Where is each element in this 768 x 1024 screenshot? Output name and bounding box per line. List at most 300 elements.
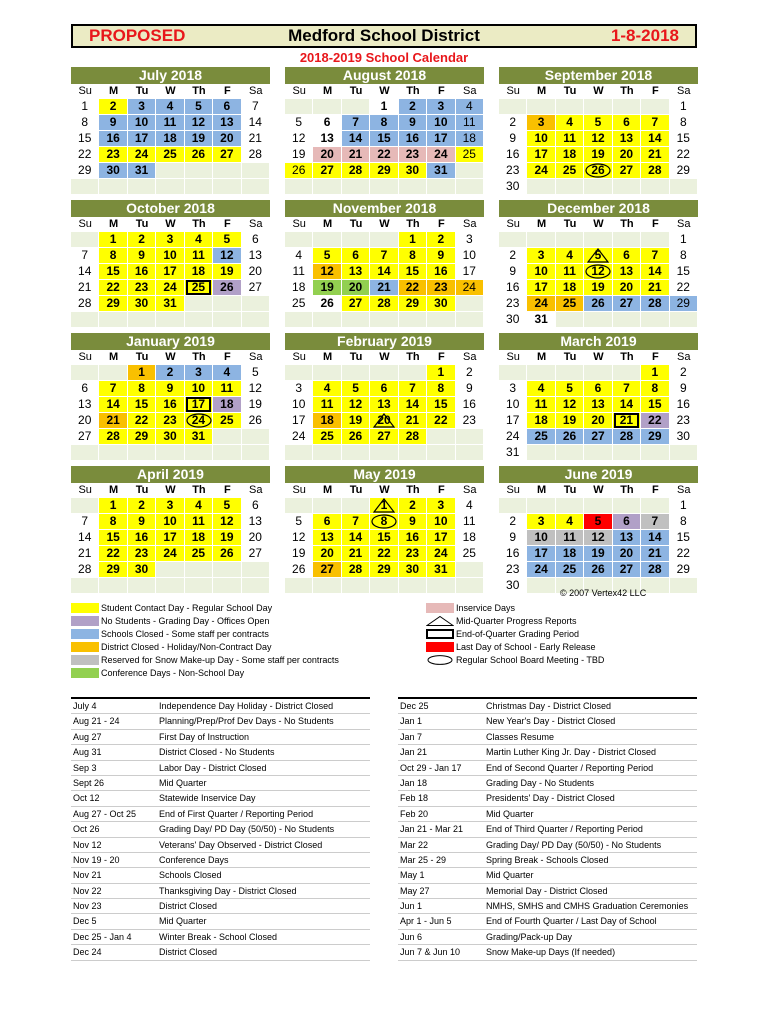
weekday-label: Th xyxy=(406,351,420,363)
weekday-label: F xyxy=(437,484,445,496)
day-cell: 2 xyxy=(499,114,527,130)
day-cell: 17 xyxy=(427,529,455,545)
day-cell: 30 xyxy=(128,561,156,577)
day-cell: 1 xyxy=(670,231,698,247)
empty-day-cell xyxy=(613,98,641,114)
empty-day-cell xyxy=(399,178,427,194)
empty-day-cell xyxy=(213,561,241,577)
event-description: Grading Day - No Students xyxy=(486,777,595,788)
empty-day-cell xyxy=(641,311,669,327)
day-cell: 8 xyxy=(427,380,455,396)
day-cell: 26 xyxy=(213,545,241,561)
month-title: August 2018 xyxy=(285,67,484,84)
day-cell: 27 xyxy=(242,279,270,295)
day-cell: 13 xyxy=(342,263,370,279)
day-cell: 24 xyxy=(527,162,555,178)
day-cell: 23 xyxy=(456,412,484,428)
day-cell: 4 xyxy=(456,497,484,513)
event-row xyxy=(71,745,370,760)
day-cell: 13 xyxy=(242,247,270,263)
day-cell: 12 xyxy=(584,263,612,279)
day-cell: 9 xyxy=(499,130,527,146)
event-date: Jun 7 & Jun 10 xyxy=(400,947,461,958)
day-cell: 9 xyxy=(670,380,698,396)
day-cell: 9 xyxy=(427,247,455,263)
month-april-2019 xyxy=(71,466,270,593)
legend-label: Regular School Board Meeting - TBD xyxy=(456,654,605,665)
events-right xyxy=(398,697,697,961)
weekday-label: Su xyxy=(506,85,520,97)
weekday-label: Th xyxy=(620,218,634,230)
day-cell: 8 xyxy=(128,380,156,396)
day-cell: 19 xyxy=(342,412,370,428)
event-date: Jan 7 xyxy=(400,731,423,742)
legend-label: Mid-Quarter Progress Reports xyxy=(456,615,577,626)
day-cell: 18 xyxy=(185,529,213,545)
day-cell: 20 xyxy=(313,545,341,561)
empty-day-cell xyxy=(156,444,184,460)
day-cell: 15 xyxy=(670,130,698,146)
legend-item xyxy=(71,601,339,614)
day-cell: 22 xyxy=(99,545,127,561)
day-cell: 14 xyxy=(99,396,127,412)
days-grid xyxy=(71,231,270,327)
day-cell: 27 xyxy=(613,295,641,311)
day-cell: 21 xyxy=(370,279,398,295)
day-cell: 6 xyxy=(613,247,641,263)
day-cell: 7 xyxy=(641,114,669,130)
empty-day-cell xyxy=(670,444,698,460)
copyright: © 2007 Vertex42 LLC xyxy=(560,588,647,598)
day-cell: 3 xyxy=(527,114,555,130)
weekday-label: Sa xyxy=(249,484,263,496)
legend-item xyxy=(426,640,604,653)
event-row xyxy=(398,822,697,837)
empty-day-cell xyxy=(556,444,584,460)
event-description: Thanksgiving Day - District Closed xyxy=(159,885,297,896)
event-date: Mar 22 xyxy=(400,839,429,850)
event-date: Mar 25 - 29 xyxy=(400,854,447,865)
month-october-2018 xyxy=(71,200,270,327)
weekday-label: Su xyxy=(78,351,92,363)
day-cell: 23 xyxy=(99,146,127,162)
event-row xyxy=(398,697,697,714)
day-cell: 19 xyxy=(213,529,241,545)
day-cell: 26 xyxy=(313,295,341,311)
header-date: 1-8-2018 xyxy=(610,26,679,45)
event-description: End of Third Quarter / Reporting Period xyxy=(486,824,643,835)
weekday-label: F xyxy=(223,351,231,363)
day-cell: 19 xyxy=(584,146,612,162)
empty-day-cell xyxy=(213,295,241,311)
day-cell: 30 xyxy=(499,577,527,593)
weekday-label: F xyxy=(223,218,231,230)
event-description: First Day of Instruction xyxy=(159,731,250,742)
day-cell: 22 xyxy=(71,146,99,162)
legend-label: Reserved for Snow Make-up Day - Some staff per contracts xyxy=(101,654,339,665)
event-description: Mid Quarter xyxy=(486,808,534,819)
day-cell: 17 xyxy=(527,279,555,295)
proposed-label: PROPOSED xyxy=(89,26,186,45)
day-cell: 13 xyxy=(584,396,612,412)
day-cell: 25 xyxy=(185,279,213,295)
event-date: Oct 29 - Jan 17 xyxy=(400,762,462,773)
empty-day-cell xyxy=(399,311,427,327)
day-cell: 14 xyxy=(370,263,398,279)
empty-day-cell xyxy=(427,178,455,194)
event-description: Planning/Prep/Prof Dev Days - No Students xyxy=(159,716,334,727)
weekday-label: Su xyxy=(78,218,92,230)
day-cell: 12 xyxy=(213,247,241,263)
day-cell: 21 xyxy=(71,545,99,561)
day-cell: 10 xyxy=(527,130,555,146)
event-date: Aug 27 - Oct 25 xyxy=(73,808,137,819)
empty-day-cell xyxy=(128,577,156,593)
empty-day-cell xyxy=(641,497,669,513)
day-cell: 18 xyxy=(556,146,584,162)
day-cell: 24 xyxy=(156,279,184,295)
empty-day-cell xyxy=(342,178,370,194)
empty-day-cell xyxy=(456,428,484,444)
day-cell: 12 xyxy=(285,130,313,146)
event-date: Nov 23 xyxy=(73,901,102,912)
empty-day-cell xyxy=(370,577,398,593)
event-row xyxy=(398,730,697,745)
weekday-header xyxy=(499,217,698,231)
event-description: District Closed - No Students xyxy=(159,747,275,758)
day-cell: 3 xyxy=(427,98,455,114)
day-cell: 6 xyxy=(313,513,341,529)
month-title: February 2019 xyxy=(285,333,484,350)
days-grid xyxy=(499,98,698,194)
legend-label: District Closed - Holiday/Non-Contract Day xyxy=(101,641,272,652)
weekday-label: M xyxy=(537,484,547,496)
event-description: End of Fourth Quarter / Last Day of School xyxy=(486,916,657,927)
day-cell: 28 xyxy=(613,428,641,444)
day-cell: 2 xyxy=(128,497,156,513)
day-cell: 17 xyxy=(527,146,555,162)
day-cell: 21 xyxy=(71,279,99,295)
event-description: Schools Closed xyxy=(159,870,222,881)
day-cell: 10 xyxy=(156,247,184,263)
day-cell: 16 xyxy=(128,263,156,279)
days-grid xyxy=(499,497,698,593)
days-grid xyxy=(285,231,484,327)
empty-day-cell xyxy=(99,364,127,380)
day-cell: 25 xyxy=(556,295,584,311)
empty-day-cell xyxy=(641,178,669,194)
day-cell: 24 xyxy=(456,279,484,295)
legend-swatch xyxy=(71,629,99,639)
legend-label: No Students - Grading Day - Offices Open xyxy=(101,615,270,626)
event-date: Jan 21 - Mar 21 xyxy=(400,824,464,835)
day-cell: 2 xyxy=(499,247,527,263)
weekday-label: Th xyxy=(406,218,420,230)
day-cell: 6 xyxy=(584,380,612,396)
empty-day-cell xyxy=(399,577,427,593)
day-cell: 19 xyxy=(313,279,341,295)
weekday-label: F xyxy=(437,218,445,230)
event-description: Classes Resume xyxy=(486,731,555,742)
legend-item xyxy=(71,653,339,666)
empty-day-cell xyxy=(99,178,127,194)
empty-day-cell xyxy=(185,444,213,460)
day-cell: 1 xyxy=(370,497,398,513)
day-cell: 2 xyxy=(156,364,184,380)
day-cell: 15 xyxy=(370,529,398,545)
empty-day-cell xyxy=(527,444,555,460)
month-september-2018 xyxy=(499,67,698,194)
month-title: July 2018 xyxy=(71,67,270,84)
day-cell: 28 xyxy=(342,162,370,178)
day-cell: 17 xyxy=(527,545,555,561)
empty-day-cell xyxy=(242,311,270,327)
day-cell: 18 xyxy=(313,412,341,428)
days-grid xyxy=(71,98,270,194)
event-description: Grading/Pack-up Day xyxy=(486,931,573,942)
empty-day-cell xyxy=(370,231,398,247)
weekday-label: W xyxy=(379,85,390,97)
event-row xyxy=(71,868,370,883)
weekday-label: F xyxy=(223,85,231,97)
day-cell: 7 xyxy=(99,380,127,396)
event-date: Aug 31 xyxy=(73,747,102,758)
day-cell: 8 xyxy=(670,114,698,130)
day-cell: 22 xyxy=(670,545,698,561)
day-cell: 19 xyxy=(285,146,313,162)
month-june-2019 xyxy=(499,466,698,593)
empty-day-cell xyxy=(670,178,698,194)
empty-day-cell xyxy=(242,428,270,444)
event-row xyxy=(71,697,370,714)
month-march-2019 xyxy=(499,333,698,460)
day-cell: 10 xyxy=(427,114,455,130)
event-row xyxy=(71,807,370,822)
day-cell: 11 xyxy=(313,396,341,412)
empty-day-cell xyxy=(527,364,555,380)
day-cell: 14 xyxy=(342,529,370,545)
event-row xyxy=(71,730,370,745)
day-cell: 12 xyxy=(313,263,341,279)
event-row xyxy=(398,807,697,822)
weekday-label: W xyxy=(379,484,390,496)
day-cell: 26 xyxy=(185,146,213,162)
weekday-header xyxy=(285,217,484,231)
days-grid xyxy=(285,98,484,194)
day-cell: 15 xyxy=(670,263,698,279)
legend-label: Last Day of School - Early Release xyxy=(456,641,596,652)
day-cell: 7 xyxy=(342,114,370,130)
event-date: Nov 21 xyxy=(73,870,102,881)
weekday-header xyxy=(71,350,270,364)
empty-day-cell xyxy=(71,364,99,380)
day-cell: 1 xyxy=(427,364,455,380)
day-cell: 28 xyxy=(342,561,370,577)
empty-day-cell xyxy=(427,444,455,460)
empty-day-cell xyxy=(313,178,341,194)
weekday-label: Sa xyxy=(463,351,477,363)
event-description: Grading Day/ PD Day (50/50) - No Students xyxy=(159,824,335,835)
day-cell: 19 xyxy=(213,263,241,279)
legend-label: Schools Closed - Some staff per contracts xyxy=(101,628,269,639)
days-grid xyxy=(499,231,698,327)
district-title: Medford School District xyxy=(288,26,480,45)
day-cell: 26 xyxy=(584,295,612,311)
event-row xyxy=(398,838,697,853)
day-cell: 24 xyxy=(499,428,527,444)
day-cell: 11 xyxy=(556,130,584,146)
day-cell: 12 xyxy=(584,529,612,545)
day-cell: 30 xyxy=(670,428,698,444)
day-cell: 1 xyxy=(99,231,127,247)
day-cell: 19 xyxy=(584,279,612,295)
day-cell: 23 xyxy=(156,412,184,428)
day-cell: 20 xyxy=(213,130,241,146)
day-cell: 24 xyxy=(427,545,455,561)
empty-day-cell xyxy=(427,311,455,327)
day-cell: 13 xyxy=(613,130,641,146)
event-row xyxy=(398,945,697,960)
day-cell: 23 xyxy=(399,545,427,561)
empty-day-cell xyxy=(556,311,584,327)
weekday-label: Sa xyxy=(677,351,691,363)
day-cell: 4 xyxy=(185,497,213,513)
weekday-label: F xyxy=(437,85,445,97)
weekday-label: W xyxy=(165,85,176,97)
weekday-label: Tu xyxy=(563,218,577,230)
empty-day-cell xyxy=(242,178,270,194)
weekday-header xyxy=(71,84,270,98)
day-cell: 29 xyxy=(670,295,698,311)
weekday-label: Th xyxy=(620,85,634,97)
day-cell: 27 xyxy=(71,428,99,444)
day-cell: 4 xyxy=(527,380,555,396)
event-row xyxy=(71,930,370,945)
day-cell: 27 xyxy=(613,561,641,577)
empty-day-cell xyxy=(71,577,99,593)
day-cell: 23 xyxy=(128,545,156,561)
empty-day-cell xyxy=(185,311,213,327)
event-date: Apr 1 - Jun 5 xyxy=(400,916,452,927)
day-cell: 27 xyxy=(213,146,241,162)
day-cell: 7 xyxy=(71,513,99,529)
last-day-swatch xyxy=(426,642,454,652)
day-cell: 12 xyxy=(285,529,313,545)
day-cell: 10 xyxy=(128,114,156,130)
empty-day-cell xyxy=(156,561,184,577)
legend-label: Inservice Days xyxy=(456,602,516,613)
day-cell: 28 xyxy=(242,146,270,162)
day-cell: 8 xyxy=(99,513,127,529)
event-description: Statewide Inservice Day xyxy=(159,793,256,804)
day-cell: 3 xyxy=(427,497,455,513)
event-row xyxy=(71,822,370,837)
empty-day-cell xyxy=(584,497,612,513)
day-cell: 17 xyxy=(156,529,184,545)
weekday-label: Tu xyxy=(135,484,149,496)
day-cell: 26 xyxy=(556,428,584,444)
day-cell: 1 xyxy=(370,98,398,114)
day-cell: 14 xyxy=(71,529,99,545)
day-cell: 18 xyxy=(213,396,241,412)
day-cell: 5 xyxy=(185,98,213,114)
day-cell: 25 xyxy=(285,295,313,311)
weekday-label: Tu xyxy=(563,351,577,363)
weekday-label: W xyxy=(379,351,390,363)
day-cell: 13 xyxy=(71,396,99,412)
empty-day-cell xyxy=(242,295,270,311)
legend-item xyxy=(71,627,339,640)
empty-day-cell xyxy=(342,497,370,513)
weekday-label: M xyxy=(109,484,119,496)
day-cell: 8 xyxy=(370,114,398,130)
day-cell: 15 xyxy=(99,529,127,545)
empty-day-cell xyxy=(242,561,270,577)
empty-day-cell xyxy=(456,162,484,178)
month-february-2019 xyxy=(285,333,484,460)
empty-day-cell xyxy=(613,311,641,327)
day-cell: 29 xyxy=(670,561,698,577)
weekday-label: Su xyxy=(292,484,306,496)
day-cell: 16 xyxy=(156,396,184,412)
day-cell: 25 xyxy=(527,428,555,444)
empty-day-cell xyxy=(527,497,555,513)
empty-day-cell xyxy=(527,577,555,593)
event-row xyxy=(71,945,370,960)
day-cell: 25 xyxy=(556,162,584,178)
empty-day-cell xyxy=(456,178,484,194)
event-row xyxy=(71,776,370,791)
day-cell: 15 xyxy=(427,396,455,412)
day-cell: 21 xyxy=(342,545,370,561)
empty-day-cell xyxy=(342,444,370,460)
weekday-label: W xyxy=(593,484,604,496)
legend-item xyxy=(426,601,604,614)
day-cell: 1 xyxy=(670,497,698,513)
day-cell: 3 xyxy=(499,380,527,396)
event-description: Christmas Day - District Closed xyxy=(486,701,612,711)
day-cell: 23 xyxy=(427,279,455,295)
day-cell: 29 xyxy=(370,162,398,178)
weekday-label: Tu xyxy=(135,218,149,230)
empty-day-cell xyxy=(185,295,213,311)
day-cell: 4 xyxy=(556,114,584,130)
empty-day-cell xyxy=(156,162,184,178)
empty-day-cell xyxy=(584,98,612,114)
empty-day-cell xyxy=(342,98,370,114)
day-cell: 17 xyxy=(499,412,527,428)
weekday-label: Th xyxy=(406,484,420,496)
weekday-label: F xyxy=(437,351,445,363)
month-title: April 2019 xyxy=(71,466,270,483)
day-cell: 25 xyxy=(456,146,484,162)
day-cell: 19 xyxy=(185,130,213,146)
event-date: Aug 21 - 24 xyxy=(73,716,120,727)
day-cell: 4 xyxy=(456,98,484,114)
day-cell: 4 xyxy=(185,231,213,247)
day-cell: 2 xyxy=(670,364,698,380)
day-cell: 1 xyxy=(128,364,156,380)
day-cell: 28 xyxy=(71,561,99,577)
day-cell: 3 xyxy=(285,380,313,396)
weekday-label: W xyxy=(165,484,176,496)
day-cell: 21 xyxy=(641,146,669,162)
day-cell: 28 xyxy=(370,295,398,311)
event-row xyxy=(71,761,370,776)
empty-day-cell xyxy=(499,231,527,247)
event-row xyxy=(398,761,697,776)
day-cell: 27 xyxy=(613,162,641,178)
